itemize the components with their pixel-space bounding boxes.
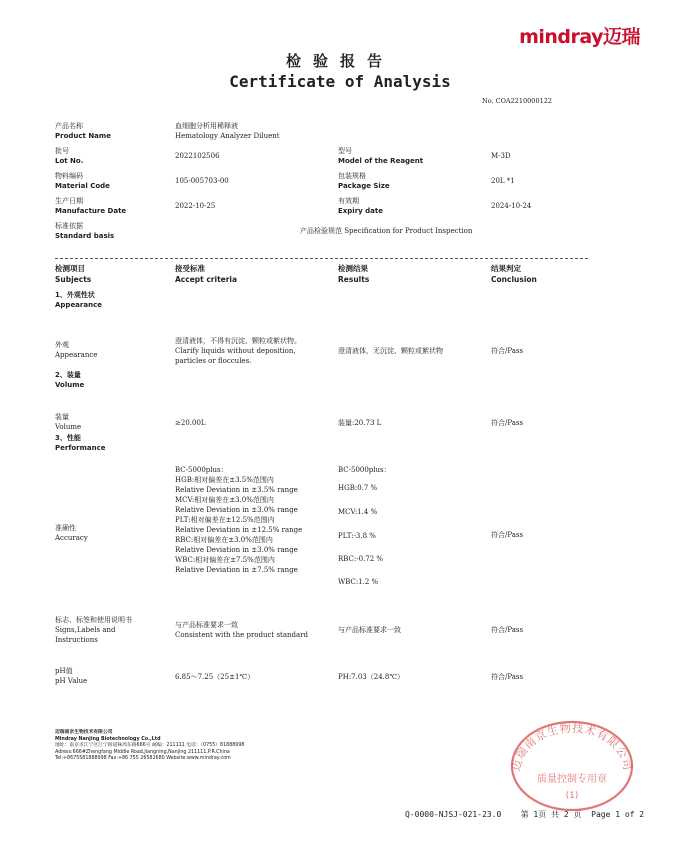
- accuracy-criteria-line: Relative Deviation in ±3.5% range: [175, 486, 298, 494]
- document-number: No. COA2210000122: [482, 97, 552, 105]
- accuracy-result-model: BC-5000plus：: [338, 466, 391, 474]
- appearance-conclusion: 符合/Pass: [491, 347, 524, 355]
- section-appearance-en: Appearance: [55, 301, 102, 309]
- model-label: [338, 146, 423, 166]
- lot-label: [55, 146, 83, 166]
- appearance-criteria-en-2: particles or floccules.: [175, 357, 252, 365]
- package-value: 20L *1: [491, 177, 515, 185]
- header-conclusion-cn: 结果判定: [491, 264, 521, 273]
- accuracy-result-hgb: HGB:0.7 %: [338, 484, 378, 492]
- appearance-subject-cn: 外观: [55, 341, 69, 349]
- accuracy-criteria-line: Relative Deviation in ±12.5% range: [175, 526, 303, 534]
- appearance-result: 澄清液体，无沉淀、颗粒或絮状物: [338, 347, 443, 355]
- material-label-cn: 物料编码: [55, 172, 83, 180]
- accuracy-subject: [55, 523, 88, 543]
- section-appearance: [55, 290, 102, 310]
- accuracy-criteria: [175, 465, 302, 575]
- header-criteria-cn: 接受标准: [175, 264, 205, 273]
- header-conclusion: [491, 263, 537, 285]
- appearance-subject-en: Appearance: [55, 351, 98, 359]
- company-name-en: Mindray Nanjing Biotechnology Co.,Ltd: [55, 736, 161, 742]
- material-label: [55, 171, 110, 191]
- volume-result: 装量:20.73 L: [338, 419, 382, 427]
- material-value: 105-005703-00: [175, 177, 229, 185]
- section-appearance-cn: 1、外观性状: [55, 291, 95, 299]
- standard-basis-label-en: Standard basis: [55, 232, 115, 240]
- section-volume: [55, 370, 84, 390]
- labels-criteria-en: Consistent with the product standard: [175, 631, 309, 639]
- labels-subject-cn: 标志、标签和使用说明书: [55, 616, 132, 624]
- svg-text:迈瑞南京生物技术有限公司: [510, 721, 635, 772]
- product-name-label-cn: 产品名称: [55, 122, 83, 130]
- section-divider: [55, 258, 588, 259]
- lot-label-cn: 批号: [55, 147, 69, 155]
- material-label-en: Material Code: [55, 182, 110, 190]
- model-value: M-3D: [491, 152, 511, 160]
- accuracy-criteria-line: MCV:相对偏差在±3.0%范围内: [175, 496, 274, 504]
- labels-criteria-cn: 与产品标准要求一致: [175, 621, 238, 629]
- product-value-cn: 血细胞分析用稀释液: [175, 122, 238, 130]
- standard-basis-label-cn: 标准依据: [55, 222, 83, 230]
- accuracy-criteria-line: WBC:相对偏差在±7.5%范围内: [175, 556, 275, 564]
- company-address-en: Adress:666#Zhengfang Middle Road,Jiangning,Nanjing 211111,P.R.China: [55, 749, 230, 755]
- product-name-label-en: Product Name: [55, 132, 111, 140]
- manufacture-date-label: [55, 196, 126, 216]
- appearance-criteria: [175, 336, 301, 366]
- accuracy-criteria-line: Relative Deviation in ±3.0% range: [175, 546, 298, 554]
- accuracy-result-rbc: RBC:-0.72 %: [338, 555, 384, 563]
- package-label-cn: 包装规格: [338, 172, 366, 180]
- accuracy-criteria-line: PLT:相对偏差在±12.5%范围内: [175, 516, 275, 524]
- product-name-value: [175, 121, 280, 141]
- expiry-date-label-cn: 有效期: [338, 197, 359, 205]
- header-subjects-cn: 检测项目: [55, 264, 85, 273]
- manufacture-date-label-en: Manufacture Date: [55, 207, 127, 215]
- accuracy-criteria-line: HGB:相对偏差在±3.5%范围内: [175, 476, 274, 484]
- ph-subject: [55, 666, 87, 686]
- ph-subject-en: pH Value: [55, 677, 88, 685]
- accuracy-criteria-line: Relative Deviation in ±3.0% range: [175, 506, 298, 514]
- accuracy-criteria-line: BC-5000plus：: [175, 466, 228, 474]
- package-label-en: Package Size: [338, 182, 390, 190]
- form-number: Q-0000-NJSJ-021-23.0: [405, 810, 502, 819]
- appearance-criteria-en-1: Clarify liquids without deposition,: [175, 347, 296, 355]
- company-contact: Tel:+8675581888998 Fax:+86 755 26582680 Website:www.mindray.com: [55, 756, 231, 761]
- package-label: [338, 171, 390, 191]
- appearance-criteria-cn: 澄清液体，不得有沉淀、颗粒或絮状物。: [175, 337, 301, 345]
- lot-label-en: Lot No.: [55, 157, 84, 165]
- seal-middle-text: 质量控制专用章: [537, 774, 607, 785]
- accuracy-result-mcv: MCV:1.4 %: [338, 508, 378, 516]
- accuracy-result-plt: PLT:-3.8 %: [338, 532, 376, 540]
- company-name-cn: 迈瑞南京生物技术有限公司: [55, 730, 113, 735]
- header-results-cn: 检测结果: [338, 264, 368, 273]
- expiry-date-label-en: Expiry date: [338, 207, 383, 215]
- standard-basis-value: 产品检验规范 Specification for Product Inspection: [300, 227, 473, 235]
- volume-subject-cn: 装量: [55, 413, 69, 421]
- accuracy-conclusion: 符合/Pass: [491, 531, 524, 539]
- seal-arc-text: 迈瑞南京生物技术有限公司: [509, 721, 635, 773]
- quality-control-seal: [508, 716, 636, 812]
- company-address-cn: 地址：南京市江宁区江宁街道秣周东路666号 邮编：211111 电话：（0755）81888998: [55, 743, 245, 748]
- section-volume-cn: 2、装量: [55, 371, 81, 379]
- header-criteria: [175, 263, 237, 285]
- header-subjects-en: Subjects: [55, 275, 92, 284]
- section-volume-en: Volume: [55, 381, 85, 389]
- header-conclusion-en: Conclusion: [491, 275, 537, 284]
- manufacture-date-value: 2022-10-25: [175, 202, 216, 210]
- ph-subject-cn: pH值: [55, 667, 73, 675]
- labels-subject-en-1: Signs,Labels and: [55, 626, 116, 634]
- header-results-en: Results: [338, 275, 370, 284]
- title-english: Certificate of Analysis: [229, 72, 451, 91]
- accuracy-subject-cn: 准确性: [55, 524, 76, 532]
- model-label-en: Model of the Reagent: [338, 157, 424, 165]
- appearance-subject: [55, 340, 97, 360]
- ph-result: PH:7.03（24.8℃）: [338, 673, 405, 681]
- page-number-cn: 第 1页 共 2 页: [520, 810, 582, 819]
- section-performance-cn: 3、性能: [55, 434, 81, 442]
- header-criteria-en: Accept criteria: [175, 275, 238, 284]
- labels-result: 与产品标准要求一致: [338, 626, 401, 634]
- accuracy-result-wbc: WBC:1.2 %: [338, 578, 379, 586]
- lot-value: 2022102506: [175, 152, 220, 160]
- expiry-date-label: [338, 196, 383, 216]
- labels-subject-en-2: Instructions: [55, 636, 98, 644]
- company-logo: mindray迈瑞: [519, 26, 640, 48]
- accuracy-subject-en: Accuracy: [55, 534, 88, 542]
- accuracy-criteria-line: RBC:相对偏差在±3.0%范围内: [175, 536, 273, 544]
- standard-basis-label: [55, 221, 114, 241]
- ph-conclusion: 符合/Pass: [491, 673, 524, 681]
- product-name-label: [55, 121, 111, 141]
- labels-subject: [55, 615, 132, 645]
- manufacture-date-label-cn: 生产日期: [55, 197, 83, 205]
- header-subjects: [55, 263, 91, 285]
- accuracy-criteria-line: Relative Deviation in ±7.5% range: [175, 566, 298, 574]
- volume-conclusion: 符合/Pass: [491, 419, 524, 427]
- company-info: [55, 730, 244, 763]
- title-chinese: 检验报告: [285, 52, 394, 70]
- seal-bottom-text: (1): [565, 791, 579, 801]
- section-performance-en: Performance: [55, 444, 106, 452]
- labels-conclusion: 符合/Pass: [491, 626, 524, 634]
- header-results: [338, 263, 369, 285]
- volume-criteria: ≥20.00L: [175, 419, 206, 427]
- page-number-en: Page 1 of 2: [591, 810, 645, 819]
- volume-subject: [55, 412, 81, 432]
- product-value-en: Hematology Analyzer Diluent: [175, 132, 280, 140]
- section-performance: [55, 433, 106, 453]
- ph-criteria: 6.85～7.25（25±1℃）: [175, 673, 255, 681]
- model-label-cn: 型号: [338, 147, 352, 155]
- volume-subject-en: Volume: [55, 423, 82, 431]
- expiry-date-value: 2024-10-24: [491, 202, 532, 210]
- labels-criteria: [175, 620, 308, 640]
